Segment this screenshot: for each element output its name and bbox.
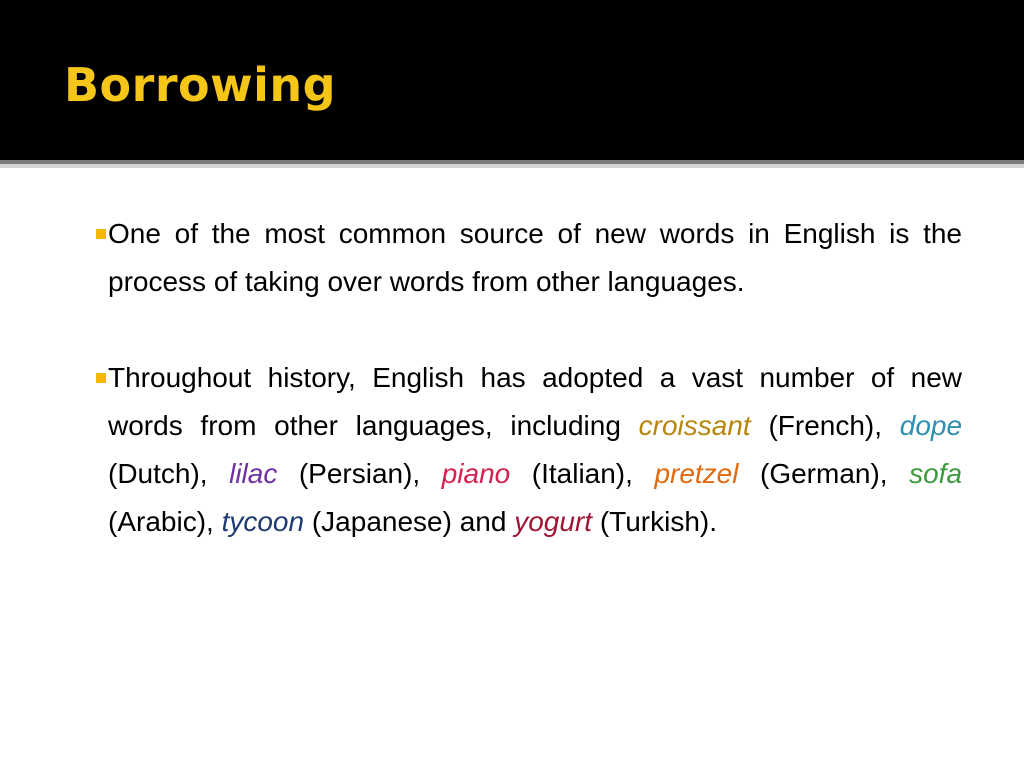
bullet-item-examples [98,354,962,546]
bullet-text [108,354,962,546]
slide-title: Borrowing [64,58,337,112]
example-origin-persian: (Persian), [298,458,421,489]
example-origin-dutch: (Dutch), [108,458,208,489]
slide-content [98,210,962,594]
title-divider-light [0,164,1024,168]
example-origin-arabic: (Arabic), [108,506,214,537]
square-bullet-icon [96,373,106,383]
bullet-intro: Throughout history, English has adopted a vast number of new words from other languages, including [108,362,962,441]
example-word-sofa: sofa [909,458,963,489]
example-word-croissant: croissant [638,410,751,441]
example-origin-turkish: (Turkish). [599,506,718,537]
example-word-dope: dope [899,410,963,441]
example-origin-italian: (Italian), [531,458,633,489]
bullet-text: One of the most common source of new words in English is the process of taking over words from other languages. [108,218,962,297]
example-origin-german: (German), [760,458,888,489]
example-word-yogurt: yogurt [514,506,593,537]
example-origin-french: (French), [768,410,883,441]
example-word-lilac: lilac [229,458,278,489]
example-word-tycoon: tycoon [221,506,305,537]
title-bar [0,0,1024,160]
example-word-pretzel: pretzel [654,458,739,489]
example-origin-japanese: (Japanese) [311,506,452,537]
example-word-piano: piano [441,458,511,489]
conjunction-and: and [459,506,507,537]
square-bullet-icon [96,229,106,239]
bullet-item-source [98,210,962,306]
